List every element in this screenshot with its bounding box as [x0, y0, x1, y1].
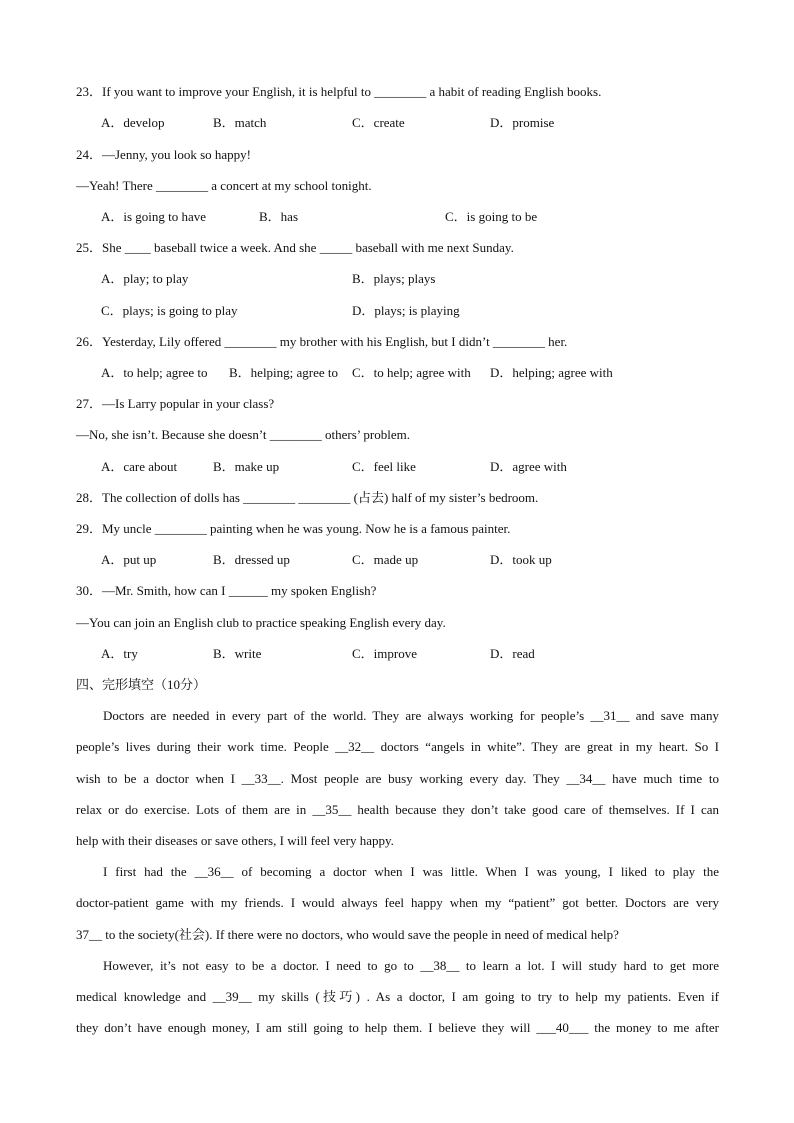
question-25-stem: 25．She ____ baseball twice a week. And she _____ baseball with me next Sunday.	[76, 240, 514, 255]
passage-line: people’s lives during their work time. People __32__ doctors “angels in white”. They are great in my heart. So I	[76, 739, 719, 754]
question-23-stem: 23．If you want to improve your English, it is helpful to ________ a habit of reading English books.	[76, 84, 602, 99]
question-24-stem-reply: —Yeah! There ________ a concert at my school tonight.	[76, 178, 372, 193]
q26-option-b: B．helping; agree to	[229, 365, 339, 380]
q27-option-b: B．make up	[213, 459, 280, 474]
q23-option-d: D．promise	[490, 115, 555, 130]
q23-option-b: B．match	[213, 115, 267, 130]
question-28-stem: 28．The collection of dolls has ________ ________ (占去) half of my sister’s bedroom.	[76, 490, 539, 505]
passage-line: relax or do exercise. Lots of them are in __35__ health because they don’t take good care of themselves. If I can	[76, 802, 719, 817]
q24-option-a: A．is going to have	[101, 209, 207, 224]
passage-line: help with their diseases or save others, I will feel very happy.	[76, 833, 394, 848]
q27-option-d: D．agree with	[490, 459, 567, 474]
passage-line: doctor-patient game with my friends. I would always feel happy when my “patient” got better. Doctors are very	[76, 895, 719, 910]
question-27-stem-reply: —No, she isn’t. Because she doesn’t ________ others’ problem.	[76, 427, 410, 442]
q29-option-b: B．dressed up	[213, 552, 290, 567]
q25-option-c: C．plays; is going to play	[101, 303, 238, 318]
question-26-stem: 26．Yesterday, Lily offered ________ my brother with his English, but I didn’t ________ her.	[76, 334, 568, 349]
q24-option-c: C．is going to be	[445, 209, 538, 224]
q24-option-b: B．has	[259, 209, 299, 224]
passage-line: wish to be a doctor when I __33__. Most people are busy working every day. They __34__ have much time to	[76, 771, 719, 786]
q29-option-d: D．took up	[490, 552, 552, 567]
q25-option-b: B．plays; plays	[352, 271, 436, 286]
passage-line: I first had the __36__ of becoming a doctor when I was little. When I was young, I liked to play the	[103, 864, 719, 879]
passage-line: However, it’s not easy to be a doctor. I need to go to __38__ to learn a lot. I will study hard to get more	[103, 958, 719, 973]
q27-option-a: A．care about	[101, 459, 178, 474]
question-30-stem: 30．—Mr. Smith, how can I ______ my spoken English?	[76, 583, 377, 598]
q30-option-b: B．write	[213, 646, 262, 661]
q29-option-a: A．put up	[101, 552, 157, 567]
passage-line: medical knowledge and __39__ my skills (技巧) . As a doctor, I am going to try to help my patients. Even if	[76, 989, 719, 1004]
question-27-stem: 27．—Is Larry popular in your class?	[76, 396, 275, 411]
q29-option-c: C．made up	[352, 552, 419, 567]
q30-option-a: A．try	[101, 646, 138, 661]
q25-option-d: D．plays; is playing	[352, 303, 460, 318]
section-heading: 四、完形填空（10分）	[76, 677, 207, 692]
question-29-stem: 29．My uncle ________ painting when he was young. Now he is a famous painter.	[76, 521, 511, 536]
passage-line: 37__ to the society(社会). If there were no doctors, who would save the people in need of medical help?	[76, 927, 619, 942]
q27-option-c: C．feel like	[352, 459, 416, 474]
q30-option-d: D．read	[490, 646, 535, 661]
q23-option-c: C．create	[352, 115, 405, 130]
q26-option-c: C．to help; agree with	[352, 365, 471, 380]
passage-line: they don’t have enough money, I am still going to help them. I believe they will ___40___ the money to me after	[76, 1020, 719, 1035]
passage-line: Doctors are needed in every part of the world. They are always working for people’s __31__ and save many	[103, 708, 719, 723]
q26-option-a: A．to help; agree to	[101, 365, 208, 380]
question-30-stem-reply: —You can join an English club to practice speaking English every day.	[76, 615, 446, 630]
q30-option-c: C．improve	[352, 646, 417, 661]
q25-option-a: A．play; to play	[101, 271, 189, 286]
q26-option-d: D．helping; agree with	[490, 365, 613, 380]
question-24-stem: 24．—Jenny, you look so happy!	[76, 147, 252, 162]
q23-option-a: A．develop	[101, 115, 165, 130]
